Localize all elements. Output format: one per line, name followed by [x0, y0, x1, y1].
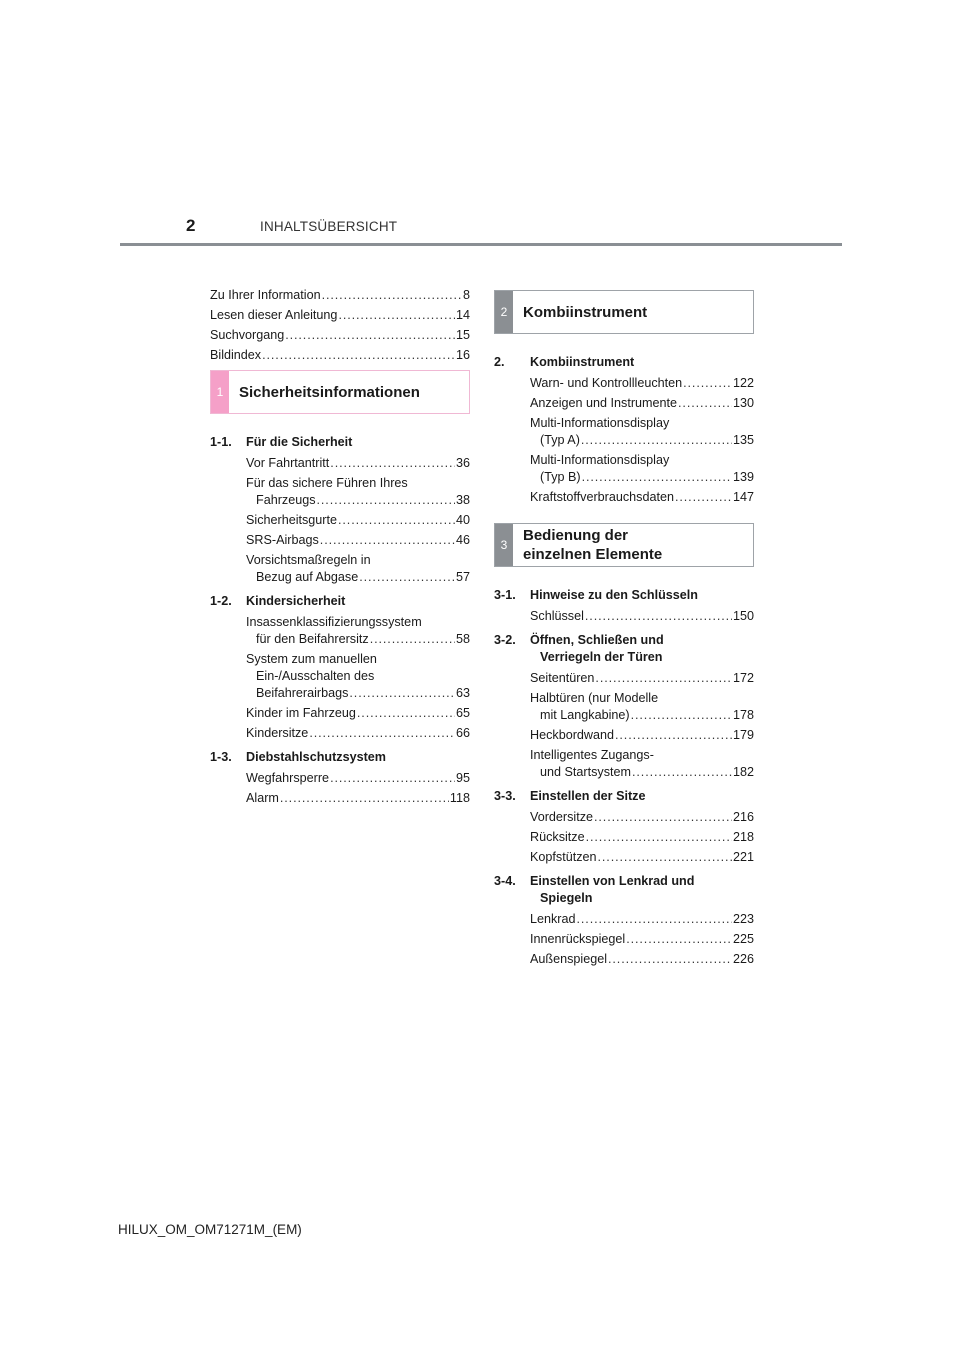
chapter-title-line-2: Verriegeln der Türen — [540, 650, 663, 664]
dot-leader — [338, 512, 455, 529]
toc-entry[interactable] — [530, 951, 754, 968]
chapter-number: 3-4. — [494, 874, 516, 888]
chapter-title-line: Einstellen von Lenkrad und — [530, 874, 695, 888]
dot-leader — [330, 455, 455, 472]
chapter-title — [530, 587, 754, 604]
toc-entry-label: Bildindex — [210, 348, 262, 362]
toc-page-number: 226 — [732, 952, 754, 966]
toc-entry-label: Außenspiegel — [530, 952, 608, 966]
toc-column-left — [210, 287, 470, 814]
chapter-heading[interactable] — [494, 873, 754, 907]
toc-entry-row[interactable] — [530, 809, 754, 826]
toc-entry[interactable] — [530, 395, 754, 412]
toc-entry-row[interactable] — [530, 395, 754, 412]
toc-page-number: 130 — [732, 396, 754, 410]
toc-page-number: 15 — [455, 328, 470, 342]
toc-page-number: 8 — [462, 288, 470, 302]
toc-entry-label: Kraftstoffverbrauchsdaten — [530, 490, 674, 504]
chapter-heading[interactable] — [210, 593, 470, 610]
page-number: 2 — [186, 216, 196, 235]
toc-entry-label: Bezug auf Abgase — [256, 570, 359, 584]
toc-entry[interactable] — [530, 931, 754, 948]
toc-page-number: 40 — [455, 513, 470, 527]
toc-page-number: 178 — [732, 708, 754, 722]
chapter-title — [246, 593, 470, 610]
section-title-line: Bedienung der — [523, 527, 629, 544]
toc-column-right — [494, 290, 754, 975]
toc-page-number: 14 — [455, 308, 470, 322]
toc-entry-label: mit Langkabine) — [540, 708, 630, 722]
toc-entry-label: Fahrzeugs — [256, 493, 316, 507]
toc-entry-row[interactable] — [530, 608, 754, 625]
chapter-heading[interactable] — [494, 354, 754, 371]
dot-leader — [675, 489, 732, 506]
chapter-title — [530, 788, 754, 805]
toc-entry[interactable] — [530, 375, 754, 392]
toc-page-number: 118 — [449, 791, 470, 805]
toc-entry-label: Multi-Informationsdisplay — [530, 416, 670, 430]
toc-entry-row[interactable] — [530, 931, 754, 948]
toc-entry-row[interactable] — [530, 849, 754, 866]
toc-entry-row[interactable] — [246, 770, 470, 787]
chapter-title-line-2: Spiegeln — [540, 891, 593, 905]
toc-entry-label: Anzeigen und Instrumente — [530, 396, 678, 410]
toc-entry-label: Halbtüren (nur Modelle — [530, 691, 659, 705]
section-title — [239, 371, 420, 413]
chapter-heading[interactable] — [210, 749, 470, 766]
toc-entry-row[interactable] — [210, 287, 470, 304]
toc-page-number: 36 — [455, 456, 470, 470]
toc-entry-label: SRS-Airbags — [246, 533, 319, 547]
dot-leader — [359, 569, 455, 586]
chapter-heading[interactable] — [210, 434, 470, 451]
toc-entry-label: Beifahrerairbags — [256, 686, 349, 700]
toc-entry-label: Vorsichtsmaßregeln in — [246, 553, 371, 567]
toc-entry-row[interactable] — [246, 455, 470, 472]
toc-page-number: 16 — [455, 348, 470, 362]
chapter-gap — [494, 971, 754, 975]
chapter-number: 1-3. — [210, 750, 232, 764]
toc-entry[interactable] — [530, 747, 754, 781]
toc-page-number: 139 — [732, 470, 754, 484]
toc-entry-label: Warn- und Kontrollleuchten — [530, 376, 683, 390]
toc-entry[interactable] — [246, 770, 470, 787]
toc-page-number: 57 — [455, 570, 470, 584]
toc-entry-label: Zu Ihrer Information — [210, 288, 321, 302]
chapter-title-line: Öffnen, Schließen und — [530, 633, 664, 647]
chapter-title-line: Einstellen der Sitze — [530, 789, 646, 803]
dot-leader — [370, 631, 455, 648]
section-title-text — [523, 303, 647, 322]
toc-page-number: 63 — [455, 686, 470, 700]
chapter-number: 2. — [494, 355, 505, 369]
toc-entry[interactable] — [246, 705, 470, 722]
toc-page-number: 46 — [455, 533, 470, 547]
dot-leader — [280, 790, 449, 807]
chapter-title — [530, 632, 754, 666]
chapter-number: 3-3. — [494, 789, 516, 803]
chapter-number: 1-2. — [210, 594, 232, 608]
toc-page-number: 216 — [732, 810, 754, 824]
section-number-tab: 3 — [495, 524, 513, 566]
toc-entry-row[interactable] — [530, 911, 754, 928]
toc-entry-row[interactable] — [246, 532, 470, 549]
toc-page-number: 95 — [455, 771, 470, 785]
chapter-number: 3-1. — [494, 588, 516, 602]
toc-entry-label: Insassenklassifizierungssystem — [246, 615, 422, 629]
toc-entry-row[interactable] — [210, 307, 470, 324]
page-header — [120, 216, 842, 246]
section-title-line-2: einzelnen Elemente — [523, 546, 663, 563]
chapter-number: 3-2. — [494, 633, 516, 647]
dot-leader — [330, 770, 455, 787]
chapter-heading[interactable] — [494, 587, 754, 604]
dot-leader — [309, 725, 455, 742]
toc-entry-row[interactable] — [246, 685, 470, 702]
dot-leader — [615, 727, 732, 744]
toc-page-number: 221 — [732, 850, 754, 864]
toc-entry[interactable] — [530, 849, 754, 866]
toc-entry-row[interactable] — [246, 705, 470, 722]
toc-entry-label: Heckbordwand — [530, 728, 615, 742]
toc-entry[interactable] — [246, 614, 470, 648]
section-header-3 — [494, 523, 754, 567]
dot-leader — [320, 532, 455, 549]
toc-entry-label: (Typ A) — [540, 433, 580, 447]
toc-entry[interactable] — [246, 552, 470, 586]
toc-entry-row[interactable] — [246, 512, 470, 529]
section-title-text — [239, 383, 420, 402]
toc-entry-row[interactable] — [530, 829, 754, 846]
toc-entry-label: Innenrückspiegel — [530, 932, 626, 946]
toc-page-number: 122 — [732, 376, 754, 390]
dot-leader — [582, 469, 732, 486]
toc-entry-row[interactable] — [530, 707, 754, 724]
chapter-title-line: Kombiinstrument — [530, 355, 635, 369]
toc-entry-row[interactable] — [210, 327, 470, 344]
section-number-tab: 1 — [211, 371, 229, 413]
section-header-2 — [494, 290, 754, 334]
toc-entry-label: Kinder im Fahrzeug — [246, 706, 356, 720]
dot-leader — [598, 849, 732, 866]
toc-entry-row[interactable] — [530, 764, 754, 781]
toc-entry-row[interactable] — [210, 347, 470, 364]
toc-entry-row[interactable] — [246, 631, 470, 648]
toc-entry[interactable] — [246, 790, 470, 807]
dot-leader — [608, 951, 732, 968]
toc-entry[interactable] — [246, 725, 470, 742]
toc-entry-row[interactable] — [530, 727, 754, 744]
toc-entry[interactable] — [530, 727, 754, 744]
toc-entry[interactable] — [246, 532, 470, 549]
toc-entry-label: Intelligentes Zugangs- — [530, 748, 654, 762]
toc-entry-label: (Typ B) — [540, 470, 581, 484]
toc-entry-label: Für das sichere Führen Ihres — [246, 476, 408, 490]
toc-entry-label: Alarm — [246, 791, 279, 805]
chapter-title — [246, 434, 470, 451]
toc-entry[interactable] — [246, 475, 470, 509]
dot-leader — [338, 307, 455, 324]
chapter-title — [530, 873, 754, 907]
section-number-tab: 2 — [495, 291, 513, 333]
toc-entry-label: Vordersitze — [530, 810, 593, 824]
toc-entry[interactable] — [530, 911, 754, 928]
toc-page-number: 223 — [732, 912, 754, 926]
dot-leader — [595, 670, 732, 687]
toc-entry[interactable] — [246, 651, 470, 702]
chapter-title-line: Kindersicherheit — [246, 594, 346, 608]
toc-entry-row[interactable] — [530, 375, 754, 392]
toc-entry[interactable] — [530, 489, 754, 506]
dot-leader — [349, 685, 455, 702]
header-divider — [120, 243, 842, 246]
toc-entry-label: Suchvorgang — [210, 328, 285, 342]
toc-entry-row[interactable] — [246, 492, 470, 509]
dot-leader — [577, 911, 732, 928]
toc-page-number: 38 — [455, 493, 470, 507]
section-header-1 — [210, 370, 470, 414]
toc-page-number: 65 — [455, 706, 470, 720]
toc-page-number: 218 — [732, 830, 754, 844]
toc-entry-label: Kopfstützen — [530, 850, 597, 864]
toc-entry-label: für den Beifahrersitz — [256, 632, 369, 646]
toc-entry[interactable] — [530, 415, 754, 449]
dot-leader — [581, 432, 732, 449]
dot-leader — [678, 395, 732, 412]
toc-entry-row[interactable] — [530, 432, 754, 449]
toc-entry[interactable] — [530, 452, 754, 486]
toc-page-number: 172 — [732, 671, 754, 685]
section-title — [523, 291, 647, 333]
toc-entry[interactable] — [530, 608, 754, 625]
chapter-title-line: Für die Sicherheit — [246, 435, 353, 449]
dot-leader — [322, 287, 462, 304]
toc-page-number: 58 — [455, 632, 470, 646]
toc-entry-label: Kindersitze — [246, 726, 309, 740]
chapter-heading[interactable] — [494, 788, 754, 805]
dot-leader — [285, 327, 455, 344]
toc-entry[interactable] — [530, 690, 754, 724]
toc-page-number: 179 — [732, 728, 754, 742]
chapter-gap — [210, 810, 470, 814]
toc-entry-row[interactable] — [246, 790, 470, 807]
toc-entry-label: Seitentüren — [530, 671, 595, 685]
chapter-title — [530, 354, 754, 371]
chapter-gap — [494, 509, 754, 513]
toc-page-number: 150 — [732, 609, 754, 623]
dot-leader — [262, 347, 455, 364]
section-title-line: Kombiinstrument — [523, 303, 648, 321]
section-title-line: Sicherheitsinformationen — [239, 383, 420, 401]
section-title — [523, 524, 662, 566]
chapter-heading[interactable] — [494, 632, 754, 666]
toc-entry-row[interactable] — [246, 569, 470, 586]
dot-leader — [357, 705, 455, 722]
toc-entry-label: Rücksitze — [530, 830, 585, 844]
toc-page-number: 66 — [455, 726, 470, 740]
toc-entry[interactable] — [246, 512, 470, 529]
dot-leader — [683, 375, 732, 392]
chapter-title-line: Diebstahlschutzsystem — [246, 750, 386, 764]
toc-entry-row[interactable] — [530, 670, 754, 687]
toc-page-number: 135 — [732, 433, 754, 447]
chapter-title-line: Hinweise zu den Schlüsseln — [530, 588, 698, 602]
chapter-title — [246, 749, 470, 766]
dot-leader — [632, 764, 732, 781]
footer-document-code: HILUX_OM_OM71271M_(EM) — [118, 1222, 302, 1237]
header-title: INHALTSÜBERSICHT — [260, 219, 398, 234]
toc-entry-label: Wegfahrsperre — [246, 771, 330, 785]
toc-entry[interactable] — [246, 455, 470, 472]
toc-entry-row[interactable] — [530, 951, 754, 968]
section-title-text — [523, 526, 662, 564]
toc-entry[interactable] — [530, 829, 754, 846]
dot-leader — [631, 707, 732, 724]
toc-entry[interactable] — [530, 670, 754, 687]
toc-entry-label: und Startsystem — [540, 765, 631, 779]
toc-entry-label: System zum manuellen — [246, 652, 377, 666]
toc-entry-row[interactable] — [530, 489, 754, 506]
dot-leader — [594, 809, 732, 826]
toc-entry-label-cont: Ein-/Ausschalten des — [256, 669, 375, 683]
dot-leader — [626, 931, 732, 948]
toc-entry-label: Multi-Informationsdisplay — [530, 453, 670, 467]
toc-page-number: 182 — [732, 765, 754, 779]
toc-entry-row[interactable] — [530, 469, 754, 486]
toc-entry-label: Schlüssel — [530, 609, 584, 623]
toc-entry-label: Vor Fahrtantritt — [246, 456, 330, 470]
toc-entry-label: Sicherheitsgurte — [246, 513, 338, 527]
dot-leader — [585, 608, 732, 625]
toc-entry-label: Lesen dieser Anleitung — [210, 308, 338, 322]
chapter-number: 1-1. — [210, 435, 232, 449]
dot-leader — [586, 829, 732, 846]
dot-leader — [317, 492, 455, 509]
toc-page-number: 225 — [732, 932, 754, 946]
toc-entry-row[interactable] — [246, 725, 470, 742]
toc-entry[interactable] — [530, 809, 754, 826]
toc-entry-label: Lenkrad — [530, 912, 576, 926]
toc-page-number: 147 — [732, 490, 754, 504]
